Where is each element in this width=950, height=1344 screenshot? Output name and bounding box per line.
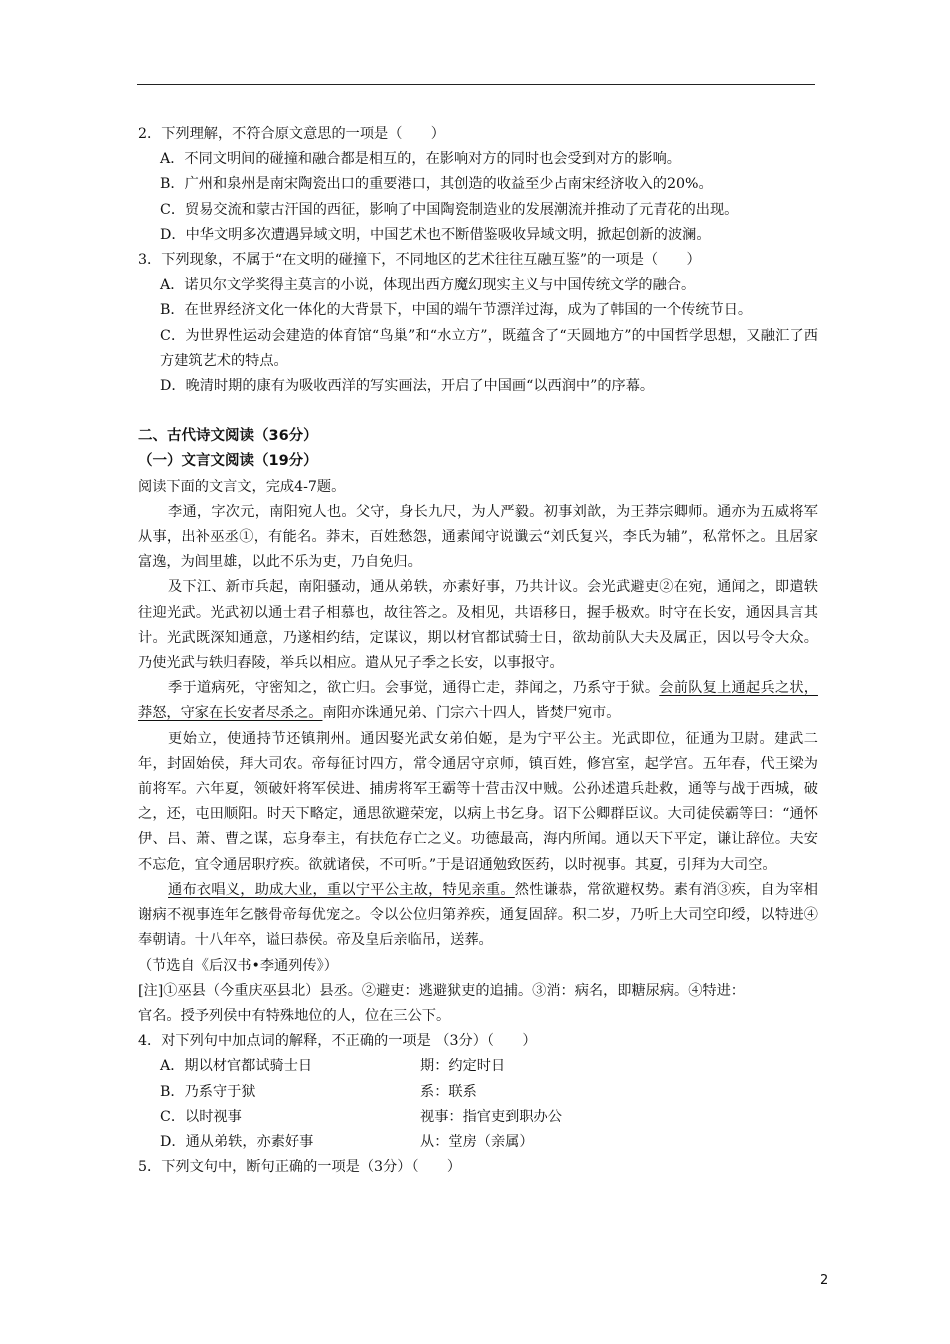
underlined-sentence-1: 会前队复上通起兵之状，莽怒，守家在长安者尽杀之。 [138, 680, 818, 722]
underlined-sentence-2: 通布衣唱义，助成大业，重以宁平公主故，特见亲重。 [168, 881, 515, 898]
q2-stem: 2．下列理解，不符合原文意思的一项是（ ） [138, 126, 445, 142]
q4-option-a-sentence: A．期以材官都试骑士日 [160, 1058, 313, 1075]
q4-option-b-sentence: B．乃系守于狱 [160, 1083, 256, 1100]
q3-option-c: C．为世界性运动会建造的体育馆“鸟巢”和“水立方”，既蕴含了“天圆地方”的中国哲学思想，又融汇了西方建筑艺术的特点。 [160, 327, 818, 369]
q4-option-a [138, 1054, 818, 1079]
passage-paragraph-5 [138, 878, 818, 954]
q4-option-d-gloss: 从：堂房（亲属） [420, 1133, 534, 1150]
passage-note-line-1: [注]①巫县（今重庆巫县北）县丞。②避吏：逃避狱吏的追捕。③消：病名，即糖尿病。④特进： [138, 982, 745, 999]
q2-option-b: B．广州和泉州是南宋陶瓷出口的重要港口，其创造的收益至少占南宋经济收入的20%。 [160, 176, 713, 193]
section-title: 二、古代诗文阅读（36分） [138, 428, 318, 445]
q3-option-b: B．在世界经济文化一体化的大背景下，中国的端午节漂洋过海，成为了韩国的一个传统节日。 [160, 302, 753, 319]
page-number: 2 [820, 1273, 829, 1288]
q2-option-d: D．中华文明多次遭遇异域文明，中国艺术也不断借鉴吸收异域文明，掀起创新的波澜。 [160, 226, 711, 243]
passage-source: （节选自《后汉书•李通列传》） [138, 957, 338, 974]
q3-stem: 3．下列现象，不属于“在文明的碰撞下，不同地区的艺术往往互融互鉴”的一项是（ ） [138, 252, 701, 269]
passage-paragraph-1: 李通，字次元，南阳宛人也。父守，身长九尺，为人严毅。初事刘歆，为王莽宗卿师。通亦为五威将军从事，出补巫丞①，有能名。莽末，百姓愁怨，通素闻守说谶云“刘氏复兴，李氏为辅”，私常怀之。且居家富逸，为闾里雄，以此不乐为吏，乃自免归。 [138, 503, 818, 571]
passage-p3-text-b: 南阳亦诛通兄弟、门宗六十四人，皆焚尸宛市。 [322, 705, 621, 722]
q4-option-a-gloss: 期：约定时日 [420, 1058, 506, 1075]
passage-note-line-2: 官名。授予列侯中有特殊地位的人，位在三公下。 [138, 1007, 451, 1024]
page-content [138, 122, 818, 1180]
q3-option-d: D．晚清时期的康有为吸收西洋的写实画法，开启了中国画“以西润中”的序幕。 [160, 378, 655, 395]
passage-paragraph-2: 及下江、新市兵起，南阳骚动，通从弟轶，亦素好事，乃共计议。会光武避吏②在宛，通闻之，即遣轶往迎光武。光武初以通士君子相慕也，故往答之。及相见，共语移日，握手极欢。时守在长安，通因具言其计。光武既深知通意，乃遂相约结，定谋议，期以材官都试骑士日，欲劫前队大夫及属正，因以号令大众。乃使光武与轶归舂陵，举兵以相应。遣从兄子季之长安，以事报守。 [138, 579, 818, 672]
q4-option-c-gloss: 视事：指官吏到职办公 [420, 1108, 562, 1125]
passage-paragraph-4: 更始立，使通持节还镇荆州。通因娶光武女弟伯姬，是为宁平公主。光武即位，征通为卫尉。建武二年，封固始侯，拜大司农。帝每征讨四方，常令通居守京师，镇百姓，修宫室，起学宫。五年春，代王梁为前将军。六年夏，领破奸将军侯进、捕虏将军王霸等十营击汉中贼。公孙述遣兵赴救，通等与战于西城，破之，还，屯田顺阳。时天下略定，通思欲避荣宠，以病上书乞身。诏下公卿群臣议。大司徒侯霸等曰：“通怀伊、吕、萧、曹之谋，忘身奉主，有扶危存亡之义。功德最高，海内所闻。通以天下平定，谦让辞位。夫安不忘危，宜令通居职疗疾。欲就诸侯，不可听。”于是诏通勉致医药，以时视事。其夏，引拜为大司空。 [138, 730, 818, 873]
q2-option-a: A．不同文明间的碰撞和融合都是相互的，在影响对方的同时也会受到对方的影响。 [160, 151, 681, 168]
q2-option-c: C．贸易交流和蒙古汗国的西征，影响了中国陶瓷制造业的发展潮流并推动了元青花的出现。 [160, 201, 739, 218]
q4-option-b-gloss: 系：联系 [420, 1083, 477, 1100]
passage-paragraph-3 [138, 676, 818, 726]
q4-option-c-sentence: C．以时视事 [160, 1108, 242, 1125]
q5-stem: 5．下列文句中，断句正确的一项是（3分）（ ） [138, 1159, 462, 1176]
q4-option-c [138, 1105, 818, 1130]
passage-p3-text-a: 季于道病死，守密知之，欲亡归。会事觉，通得亡走，莽闻之，乃系守于狱。 [168, 680, 660, 697]
passage-p5-text-b: 然性谦恭，常欲避权势。素有消③疾，自为宰相谢病不视事连年乞骸骨帝每优宠之。令以公位归第养疾，通复固辞。积二岁，乃听上大司空印绶，以特进④奉朝请。十八年卒，谥曰恭侯。帝及皇后亲临吊，送葬。 [138, 881, 818, 949]
header-rule [137, 84, 815, 85]
q4-option-d [138, 1130, 818, 1155]
q4-stem: 4．对下列句中加点词的解释，不正确的一项是 （3分）（ ） [138, 1033, 537, 1050]
q3-option-a: A．诺贝尔文学奖得主莫言的小说，体现出西方魔幻现实主义与中国传统文学的融合。 [160, 277, 696, 294]
q4-option-b [138, 1080, 818, 1105]
section-subtitle: （一）文言文阅读（19分） [138, 453, 318, 470]
q4-option-d-sentence: D．通从弟轶，亦素好事 [160, 1133, 314, 1150]
section-intro: 阅读下面的文言文，完成4-7题。 [138, 478, 346, 495]
